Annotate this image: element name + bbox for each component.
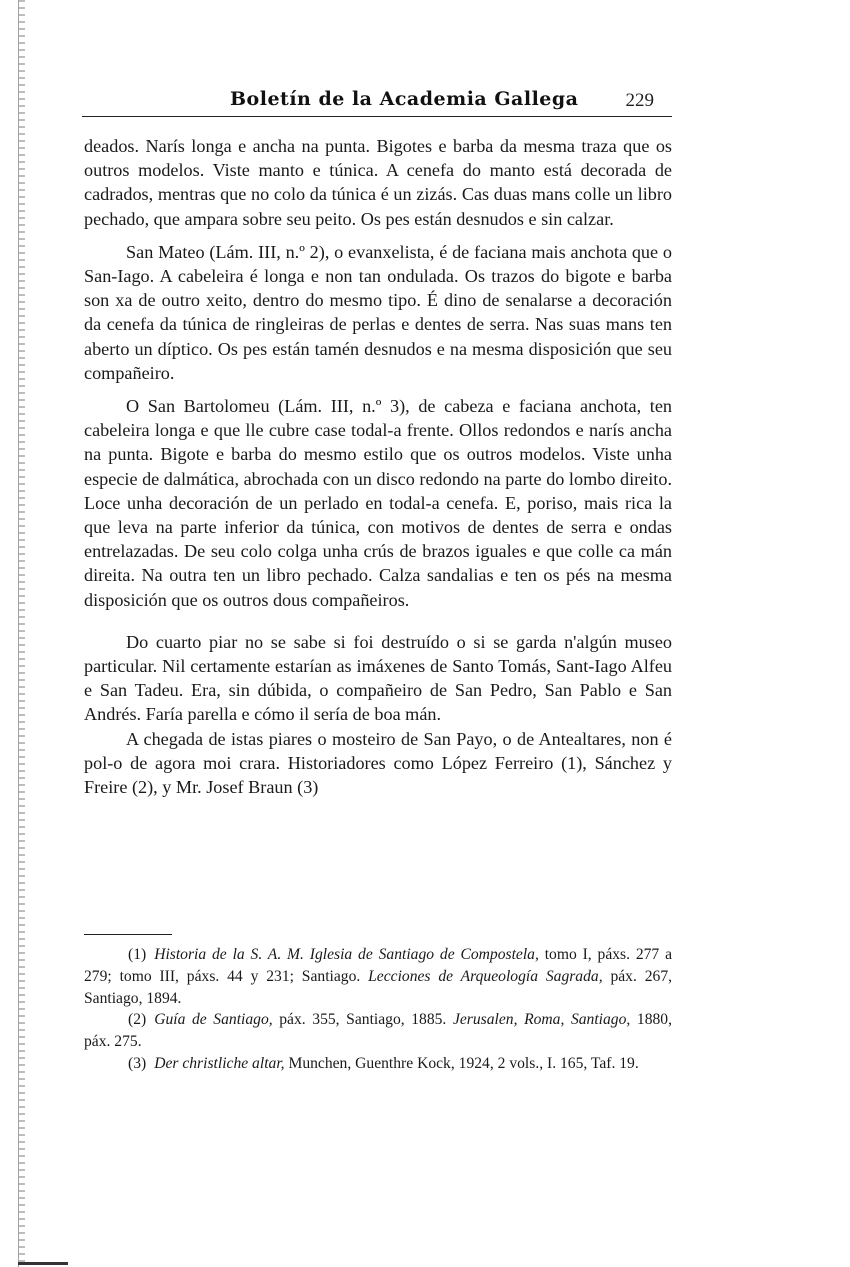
footnote-title: Guía de Santiago,: [154, 1011, 273, 1029]
footnote-text: 1880, páx. 275.: [84, 1011, 673, 1051]
paragraph: San Mateo (Lám. III, n.º 2), o evanxelista, é de faciana mais anchota que o San-Iago. A cabeleira é longa e non tan ondulada. Os trazos do bigote e barba son xa de outro xeito, dentro do mesmo tipo. É dino de senalarse a decoración da cenefa da túnica de ringleiras de perlas e dentes de serra. Nas suas mans ten aberto un díptico. Os pes están tamén desnudos e na mesma disposición que seu compañeiro.: [84, 241, 672, 383]
binding-foot-mark: [18, 1262, 68, 1265]
page-binding-edge: [18, 0, 25, 1267]
footnote: [84, 1053, 672, 1075]
footnote-text: páx. 267, Santiago, 1894.: [84, 967, 673, 1007]
footnote-number: (1): [128, 946, 147, 963]
footnotes: [84, 944, 672, 1075]
page-header: [82, 86, 672, 117]
paragraph: Do cuarto piar no se sabe si foi destruído o si se garda n'algún museo particular. Nil certamente estarían as imáxenes de Santo Tomás, Sant-Iago Alfeu e San Tadeu. Era, sin dúbida, o compañeiro de San Pedro, San Pablo e San Andrés. Faría parella e cómo il sería de boa mán.: [84, 631, 672, 725]
page-number: 229: [625, 90, 654, 111]
paragraph: A chegada de istas piares o mosteiro de San Payo, o de Antealtares, non é pol-o de agora moi crara. Historiadores como López Ferreiro (1), Sánchez y Freire (2), y Mr. Josef Braun (3): [84, 728, 672, 798]
paragraph: O San Bartolomeu (Lám. III, n.º 3), de cabeza e faciana anchota, ten cabeleira longa e que lle cubre case todal-a frente. Ollos redondos e narís ancha na punta. Bigote e barba do mesmo estilo que os outros modelos. Viste unha especie de dalmática, abrochada con un disco redondo na parte do lombo direito. Loce unha decoración de un perlado en todal-a cenefa. E, poriso, mais rica la que leva na parte inferior da túnica, con motivos de dentes de serra e ondas entrelazadas. De seu colo colga unha crús de brazos iguales e que colle ca mán direita. Na outra ten un libro pechado. Calza sandalias e ten os pés na mesma disposición que os outros dous compañeiros.: [84, 396, 672, 610]
footnote: [84, 1009, 672, 1053]
footnote-title: Jerusalen, Roma, Santiago,: [446, 1011, 631, 1029]
footnote-text: tomo I, páxs. 277 a 279; tomo III, páxs. 44 y 231; Santiago.: [84, 946, 672, 985]
footnote-divider: [84, 934, 172, 935]
footnote: [84, 944, 672, 1009]
paragraph: deados. Narís longa e ancha na punta. Bigotes e barba da mesma traza que os outros modelos. Viste manto e túnica. A cenefa do manto está decorada de cadrados, mentras que no colo da túnica é un zizás. Cas duas mans colle un libro pechado, que ampara sobre seu peito. Os pes están desnudos e sin calzar.: [84, 136, 672, 229]
footnote-title: Der christliche altar,: [154, 1054, 285, 1072]
footnote-text: páx. 355, Santiago, 1885.: [272, 1011, 447, 1029]
running-title: Boletín de la Academia Gallega: [230, 88, 579, 110]
footnote-text: Munchen, Guenthre Kock, 1924, 2 vols., I. 165, Taf. 19.: [284, 1054, 639, 1072]
footnote-number: (2): [128, 1011, 147, 1029]
footnote-title: Historia de la S. A. M. Iglesia de Santiago de Compostela,: [154, 946, 539, 963]
footnote-title: Lecciones de Arqueología Sagrada,: [360, 967, 603, 985]
body-text: [84, 134, 672, 799]
footnote-number: (3): [128, 1054, 147, 1072]
